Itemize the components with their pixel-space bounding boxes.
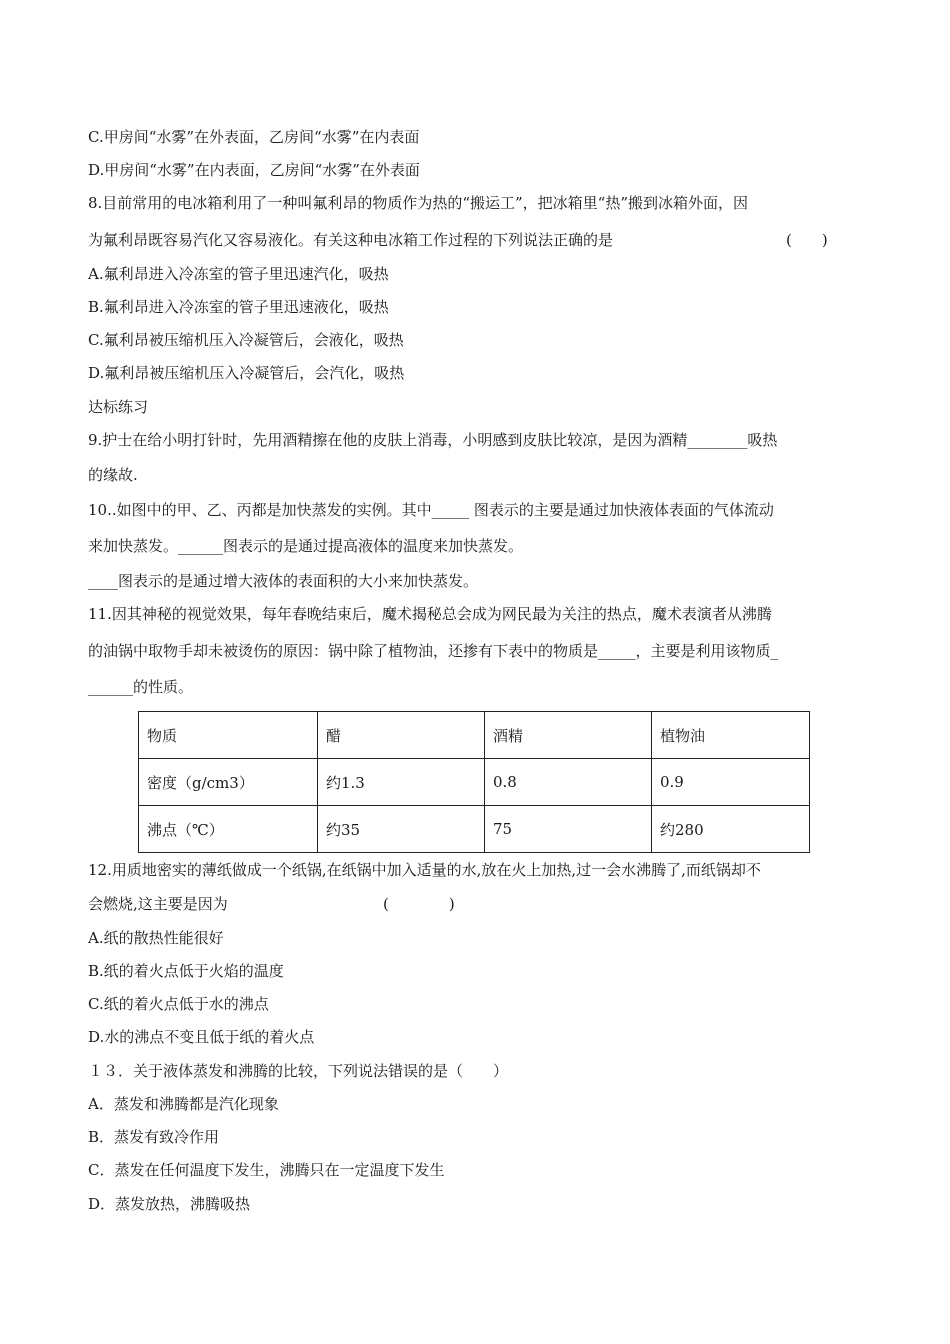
table-row xyxy=(139,806,810,853)
table-header-cell: 酒精 xyxy=(485,712,652,759)
q10-line3: ____图表示的是通过增大液体的表面积的大小来加快蒸发。 xyxy=(88,572,479,590)
q7-option-c: C.甲房间“水雾”在外表面，乙房间“水雾”在内表面 xyxy=(88,128,420,146)
q13-option-a: A．蒸发和沸腾都是汽化现象 xyxy=(88,1095,279,1113)
q9-line1: 9.护士在给小明打针时，先用酒精擦在他的皮肤上消毒，小明感到皮肤比较凉，是因为酒精________吸热 xyxy=(88,431,778,449)
q11-line3: ______的性质。 xyxy=(88,678,194,696)
q8-stem-line1: 8.目前常用的电冰箱利用了一种叫氟利昂的物质作为热的“搬运工”，把冰箱里“热”搬到冰箱外面，因 xyxy=(88,194,748,212)
q10-line1: 10..如图中的甲、乙、丙都是加快蒸发的实例。其中_____ 图表示的主要是通过加快液体表面的气体流动 xyxy=(88,501,774,519)
q11-line1: 11.因其神秘的视觉效果，每年春晚结束后，魔术揭秘总会成为网民最为关注的热点，魔术表演者从沸腾 xyxy=(88,605,772,623)
table-row xyxy=(139,759,810,806)
table-header-row xyxy=(139,712,810,759)
q8-option-c: C.氟利昂被压缩机压入冷凝管后，会液化，吸热 xyxy=(88,331,404,349)
q13-option-d: D．蒸发放热，沸腾吸热 xyxy=(88,1195,251,1213)
section-title: 达标练习 xyxy=(88,398,149,416)
table-header-cell: 植物油 xyxy=(652,712,810,759)
q8-option-d: D.氟利昂被压缩机压入冷凝管后，会汽化，吸热 xyxy=(88,364,405,382)
q8-option-b: B.氟利昂进入冷冻室的管子里迅速液化，吸热 xyxy=(88,298,389,316)
q13-option-c: C．蒸发在任何温度下发生，沸腾只在一定温度下发生 xyxy=(88,1161,445,1179)
q7-option-d: D.甲房间“水雾”在内表面，乙房间“水雾”在外表面 xyxy=(88,161,420,179)
table-cell: 沸点（℃） xyxy=(139,806,318,853)
q12-option-b: B.纸的着火点低于火焰的温度 xyxy=(88,962,284,980)
q10-line2: 来加快蒸发。______图表示的是通过提高液体的温度来加快蒸发。 xyxy=(88,537,524,555)
q9-line2: 的缘故. xyxy=(88,466,138,484)
q13-stem: １３．关于液体蒸发和沸腾的比较，下列说法错误的是（ ） xyxy=(88,1062,509,1080)
q12-answer-bracket: ( ) xyxy=(383,895,455,913)
q13-option-b: B．蒸发有致冷作用 xyxy=(88,1128,220,1146)
q12-line2: 会燃烧,这主要是因为 xyxy=(88,895,228,913)
table-cell: 0.8 xyxy=(485,759,652,806)
q11-line2: 的油锅中取物手却未被烫伤的原因：锅中除了植物油，还掺有下表中的物质是_____，主要是利用该物质_ xyxy=(88,642,779,660)
q8-option-a: A.氟利昂进入冷冻室的管子里迅速汽化，吸热 xyxy=(88,265,389,283)
q12-option-a: A.纸的散热性能很好 xyxy=(88,929,224,947)
q8-answer-bracket: ( ) xyxy=(786,231,828,249)
q12-line1: 12.用质地密实的薄纸做成一个纸锅,在纸锅中加入适量的水,放在火上加热,过一会水沸腾了,而纸锅却不 xyxy=(88,861,761,879)
table-cell: 约35 xyxy=(318,806,485,853)
q8-stem-line2: 为氟利昂既容易汽化又容易液化。有关这种电冰箱工作过程的下列说法正确的是 xyxy=(88,231,614,249)
table-header-cell: 醋 xyxy=(318,712,485,759)
table-cell: 0.9 xyxy=(652,759,810,806)
substance-property-table xyxy=(138,711,810,853)
table-cell: 约1.3 xyxy=(318,759,485,806)
table-cell: 75 xyxy=(485,806,652,853)
table-cell: 密度（g/cm3） xyxy=(139,759,318,806)
table-header-cell: 物质 xyxy=(139,712,318,759)
q12-option-c: C.纸的着火点低于水的沸点 xyxy=(88,995,269,1013)
table-cell: 约280 xyxy=(652,806,810,853)
q12-option-d: D.水的沸点不变且低于纸的着火点 xyxy=(88,1028,315,1046)
